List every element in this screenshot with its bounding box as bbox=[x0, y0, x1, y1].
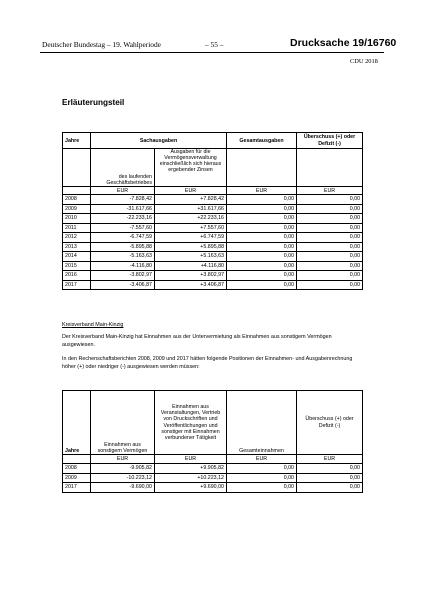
value-cell: 0,00 bbox=[297, 204, 363, 214]
empty-cell bbox=[227, 149, 297, 187]
year-cell: 2016 bbox=[63, 271, 91, 281]
unit-label: EUR bbox=[227, 455, 297, 464]
year-cell: 2010 bbox=[63, 214, 91, 224]
party-label: CDU 2018 bbox=[350, 58, 378, 65]
table-row bbox=[63, 280, 363, 290]
paragraph-2: In den Rechenschaftsberichten 2008, 2009 und 2017 hätten folgende Positionen der Einnahmen- und Ausgabenrechnung höher (+) oder niedriger (-) ausgewiesen werden müssen: bbox=[62, 356, 353, 370]
unit-label: EUR bbox=[91, 455, 155, 464]
value-cell: +31.617,66 bbox=[155, 204, 227, 214]
value-cell: +9.905,82 bbox=[155, 464, 227, 474]
doc-label: Drucksache 19/ bbox=[290, 37, 368, 49]
col-header-laufend: des laufenden Geschäftsbetriebes bbox=[91, 149, 155, 187]
value-cell: 0,00 bbox=[227, 204, 297, 214]
value-cell: -9.690,00 bbox=[91, 483, 155, 493]
value-cell: +6.747,59 bbox=[155, 233, 227, 243]
value-cell: 0,00 bbox=[297, 464, 363, 474]
unit-label: EUR bbox=[297, 187, 363, 195]
value-cell: 0,00 bbox=[227, 280, 297, 290]
doc-number: 16760 bbox=[367, 37, 397, 49]
value-cell: -7.828,42 bbox=[91, 195, 155, 205]
empty-cell bbox=[63, 455, 91, 464]
table-row bbox=[63, 464, 363, 474]
empty-cell bbox=[63, 187, 91, 195]
value-cell: +5.163,63 bbox=[155, 252, 227, 262]
value-cell: 0,00 bbox=[227, 271, 297, 281]
table-row bbox=[63, 271, 363, 281]
value-cell: 0,00 bbox=[297, 252, 363, 262]
value-cell: +4.116,80 bbox=[155, 261, 227, 271]
table-row bbox=[63, 204, 363, 214]
value-cell: 0,00 bbox=[297, 280, 363, 290]
value-cell: -9.905,82 bbox=[91, 464, 155, 474]
table-row bbox=[63, 483, 363, 493]
year-cell: 2013 bbox=[63, 242, 91, 252]
value-cell: 0,00 bbox=[297, 223, 363, 233]
col-header-gesamtausgaben: Gesamtausgaben bbox=[227, 133, 297, 149]
section-title: Erläuterungsteil bbox=[62, 98, 125, 107]
unit-label: EUR bbox=[227, 187, 297, 195]
value-cell: 0,00 bbox=[227, 464, 297, 474]
value-cell: 0,00 bbox=[227, 252, 297, 262]
paragraph-1: Der Kreisverband Main-Kinzig hat Einnahmen aus der Untervermietung als Einnahmen aus sonstigem Vermögen ausgewiesen. bbox=[62, 334, 332, 348]
year-cell: 2012 bbox=[63, 233, 91, 243]
empty-cell bbox=[297, 149, 363, 187]
value-cell: +3.802,97 bbox=[155, 271, 227, 281]
header-left: Deutscher Bundestag – 19. Wahlperiode bbox=[42, 40, 161, 49]
col-header-years: Jahre bbox=[63, 133, 91, 149]
page-number: – 55 – bbox=[205, 40, 224, 49]
value-cell: +3.406,87 bbox=[155, 280, 227, 290]
value-cell: -31.617,66 bbox=[91, 204, 155, 214]
value-cell: 0,00 bbox=[227, 195, 297, 205]
unit-label: EUR bbox=[155, 187, 227, 195]
value-cell: -5.895,88 bbox=[91, 242, 155, 252]
col-header-gesamteinnahmen: Gesamteinnahmen bbox=[227, 391, 297, 455]
year-cell: 2011 bbox=[63, 223, 91, 233]
table-row bbox=[63, 473, 363, 483]
value-cell: 0,00 bbox=[297, 233, 363, 243]
col-header-sonstiges-vermoegen: Einnahmen aus sonstigem Vermögen bbox=[91, 391, 155, 455]
value-cell: +10.223,12 bbox=[155, 473, 227, 483]
table-row bbox=[63, 261, 363, 271]
value-cell: +7.828,42 bbox=[155, 195, 227, 205]
unit-label: EUR bbox=[155, 455, 227, 464]
header-rule bbox=[40, 52, 384, 53]
unit-label: EUR bbox=[91, 187, 155, 195]
table-row bbox=[63, 195, 363, 205]
value-cell: -22.233,16 bbox=[91, 214, 155, 224]
value-cell: -7.557,60 bbox=[91, 223, 155, 233]
value-cell: 0,00 bbox=[227, 223, 297, 233]
table-row bbox=[63, 214, 363, 224]
value-cell: 0,00 bbox=[297, 473, 363, 483]
value-cell: 0,00 bbox=[297, 261, 363, 271]
unit-label: EUR bbox=[297, 455, 363, 464]
year-cell: 2017 bbox=[63, 280, 91, 290]
value-cell: 0,00 bbox=[297, 271, 363, 281]
value-cell: -10.223,12 bbox=[91, 473, 155, 483]
expenses-table bbox=[62, 132, 363, 290]
year-cell: 2009 bbox=[63, 204, 91, 214]
col-header-ueberschuss: Überschuss (+) oder Defizit (-) bbox=[297, 391, 363, 455]
table-row bbox=[63, 242, 363, 252]
year-cell: 2014 bbox=[63, 252, 91, 262]
col-header-sachausgaben: Sachausgaben bbox=[91, 133, 227, 149]
table-row bbox=[63, 223, 363, 233]
value-cell: 0,00 bbox=[227, 242, 297, 252]
year-cell: 2009 bbox=[63, 473, 91, 483]
col-header-vermoegen: Ausgaben für die Vermögensverwaltung einschließlich sich hieraus ergebender Zinsen bbox=[155, 149, 227, 187]
value-cell: +7.557,60 bbox=[155, 223, 227, 233]
document-number bbox=[290, 37, 396, 49]
value-cell: 0,00 bbox=[227, 473, 297, 483]
col-header-years: Jahre bbox=[63, 391, 91, 455]
value-cell: +9.690,00 bbox=[155, 483, 227, 493]
value-cell: -3.406,87 bbox=[91, 280, 155, 290]
col-header-veranstaltungen: Einnahmen aus Veranstaltungen, Vertrieb von Druckschriften und Veröffentlichungen und sonstiger mit Einnahmen verbundener Tätigkeit bbox=[155, 391, 227, 455]
col-header-ueberschuss: Überschuss (+) oder Defizit (-) bbox=[297, 133, 363, 149]
table-row bbox=[63, 233, 363, 243]
kreisverband-heading: Kreisverband Main-Kinzig bbox=[62, 322, 124, 328]
value-cell: -6.747,59 bbox=[91, 233, 155, 243]
income-table bbox=[62, 390, 363, 493]
year-cell: 2015 bbox=[63, 261, 91, 271]
table-row bbox=[63, 252, 363, 262]
value-cell: -5.163,63 bbox=[91, 252, 155, 262]
value-cell: +5.895,88 bbox=[155, 242, 227, 252]
value-cell: 0,00 bbox=[227, 261, 297, 271]
year-cell: 2008 bbox=[63, 464, 91, 474]
value-cell: 0,00 bbox=[227, 214, 297, 224]
value-cell: -3.802,97 bbox=[91, 271, 155, 281]
value-cell: 0,00 bbox=[297, 195, 363, 205]
empty-cell bbox=[63, 149, 91, 187]
value-cell: +22.233,16 bbox=[155, 214, 227, 224]
value-cell: 0,00 bbox=[227, 483, 297, 493]
value-cell: 0,00 bbox=[297, 214, 363, 224]
value-cell: 0,00 bbox=[227, 233, 297, 243]
year-cell: 2008 bbox=[63, 195, 91, 205]
year-cell: 2017 bbox=[63, 483, 91, 493]
value-cell: 0,00 bbox=[297, 242, 363, 252]
value-cell: -4.116,80 bbox=[91, 261, 155, 271]
value-cell: 0,00 bbox=[297, 483, 363, 493]
